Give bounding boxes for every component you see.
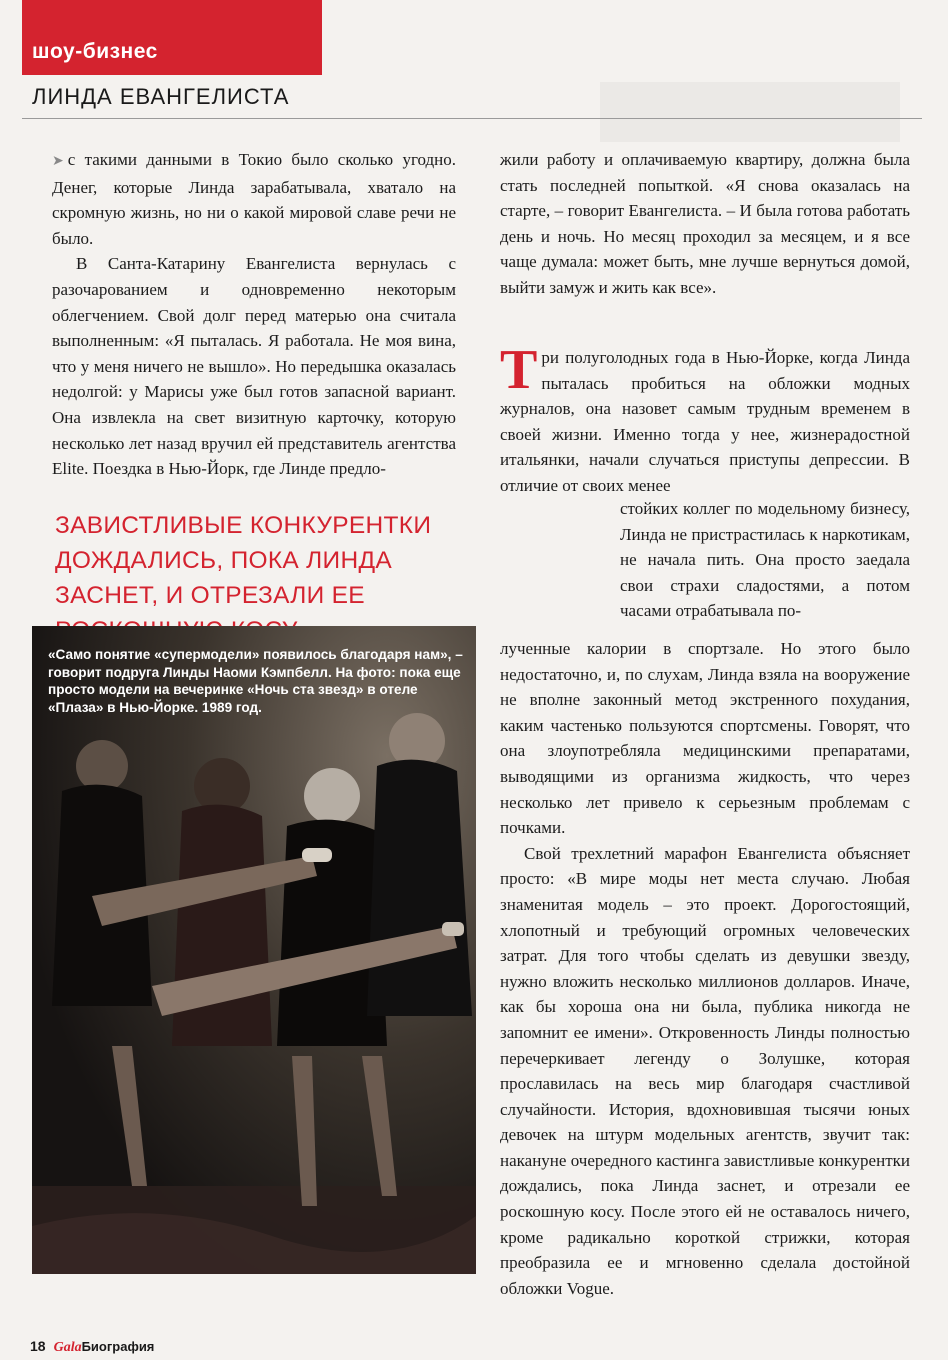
page-footer [30, 1338, 154, 1356]
right-column-narrow [620, 496, 910, 624]
page-number: 18 [30, 1338, 46, 1354]
photo [32, 626, 476, 1274]
bleed-through-shadow [600, 82, 900, 142]
right-paragraph-narrow: стойких коллег по модельному бизнесу, Линда не пристрастилась к наркотикам, не начала пить. Она просто заедала свои страхи сладостями, а потом часами отрабатывала по- [620, 499, 910, 621]
left-paragraph-1: ➤ с такими данными в Токио было сколько угодно. Денег, которые Линда зарабатывала, хватало на скромную жизнь, но ни о какой мировой славе речи не было. [52, 150, 456, 248]
pull-quote: ЗАВИСТЛИВЫЕ КОНКУРЕНТКИ ДОЖДАЛИСЬ, ПОКА ЛИНДА ЗАСНЕТ, И ОТРЕЗАЛИ ЕЕ [55, 512, 432, 609]
photo-caption: «Само понятие «супермодели» появилось благодаря нам», – говорит подруга Линды Наоми Кэмпбелл. На фото: пока еще просто модели на вечеринке «Ночь ста звезд» в отеле «Плаза» в Нью-Йорке. 1989 год. [48, 647, 463, 715]
right-column-wide [500, 636, 910, 1301]
right-paragraph-final: Свой трехлетний марафон Евангелиста объясняет просто: «В мире моды нет места случаю. Любая знаменитая модель – это проект. Дорогостоящий, хлопотный и требующий огромных человеческих затрат. Для того чтобы сделать из девушки звезду, нужно вложить несколько миллионов долларов. Иначе, как бы хороша она ни была, публика никогда не запомнит ее имени». Откровенность Линды полностью перечеркивает легенду о Золушке, которая прославилась на весь мир благодаря счастливой случайности. История, вдохновившая тысячи юных девочек на штурм модельных агентств, звучит так: накануне очередного кастинга завистливые конкурентки дождались, пока Линда заснет, и отрезали ее роскошную косу. После этого ей не оставалось ничего, кроме радикально короткой стрижки, которая преобразила ее и мгновенно сделала достойной обложки Vogue. [500, 843, 910, 1298]
right-column-middle [500, 339, 910, 499]
drop-cap: Т [500, 339, 538, 401]
right-column-top [500, 147, 910, 301]
photo-illustration [32, 626, 476, 1274]
right-paragraph-wide: лученные калории в спортзале. Но этого было недостаточно, и, по слухам, Линда взяла на вооружение не вполне законный метод экстренного похудания, каким частенько пользуются спортсмены. Говорят, что она злоупотребляла медицинскими препаратами, выводящими из организма жидкость, что через несколько лет привело к серьезным проблемам с почками. [500, 639, 910, 838]
section-tag [22, 0, 322, 75]
brand-logo: Gala [53, 1340, 82, 1355]
right-paragraph-section-start: Три полуголодных года в Нью-Йорке, когда Линда пыталась пробиться на обложки модных журналов, она назовет самым трудным временем в своей жизни. Именно тогда у нее, жизнерадостной итальянки, начали случаться приступы депрессии. В отличие от своих менее [500, 339, 910, 495]
right-paragraph-top: жили работу и оплачиваемую квартиру, должна была стать последней попыткой. «Я снова оказалась на старте, – говорит Евангелиста. – И была готова работать день и ночь. Но месяц проходил за месяцем, и я все чаще думала: может быть, мне лучше вернуться домой, выйти замуж и жить как все». [500, 150, 910, 297]
continuation-arrow-icon: ➤ [52, 153, 64, 169]
left-paragraph-2: В Санта-Катарину Евангелиста вернулась с разочарованием и одновременно некоторым облегчением. Свой долг перед матерью она считала выполненным: «Я пыталась. Я работала. Не моя вина, что у меня ничего не вышло». Но передышка оказалась недолгой: у Марисы уже был готов запасной вариант. Она извлекла на свет визитную карточку, которую несколько лет назад вручил ей представитель агентства Elite. Поездка в Нью-Йорк, где Линде предло- [52, 254, 456, 479]
section-label: шоу-бизнес [32, 40, 158, 63]
header-rule [22, 118, 922, 119]
article-title: ЛИНДА ЕВАНГЕЛИСТА [32, 84, 290, 109]
publication-name: Биография [81, 1339, 155, 1354]
left-column [52, 147, 456, 482]
